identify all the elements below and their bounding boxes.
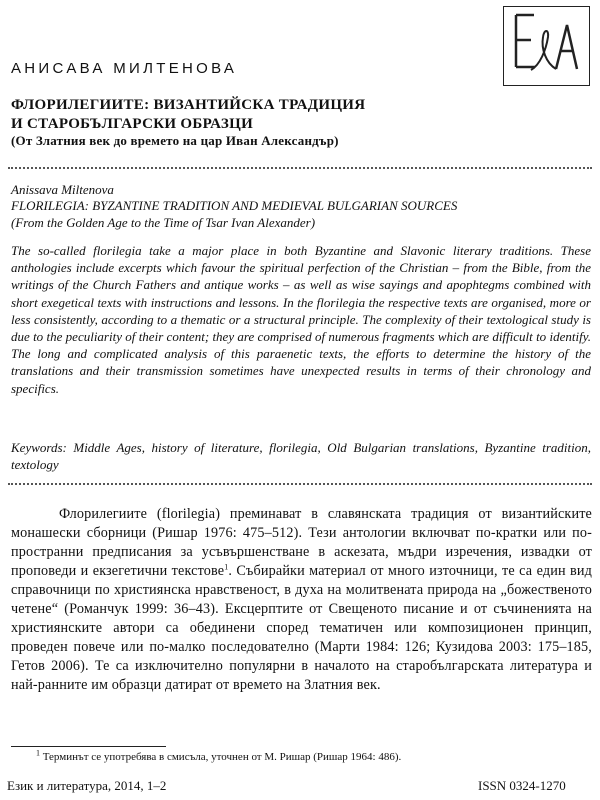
- english-title: FLORILEGIA: BYZANTINE TRADITION AND MEDIEVAL BULGARIAN SOURCES: [11, 198, 458, 213]
- footnote-separator: [11, 746, 166, 747]
- article-title-line-1: ФЛОРИЛЕГИИТЕ: ВИЗАНТИЙСКА ТРАДИЦИЯ: [11, 97, 366, 113]
- body-text-part-1: Флорилегиите (florilegia) преминават в славянската традиция от византийските монашески сборници (Ришар 1976: 475–512). Тези антологии включват по-кратки или по-пространни предписания за усъвършенстване в аскезата, мъдри изречения, извадки от проповеди и екзегетични текстове: [11, 506, 592, 579]
- journal-logo: [503, 6, 590, 86]
- footer-issn: ISSN 0324-1270: [478, 778, 566, 793]
- article-subtitle: (От Златния век до времето на цар Иван Александър): [11, 133, 339, 148]
- body-paragraph: [11, 505, 592, 695]
- svg-text:ЕА: ЕА: [507, 78, 511, 82]
- article-title: [11, 96, 571, 134]
- english-subtitle: (From the Golden Age to the Time of Tsar Ivan Alexander): [11, 215, 316, 230]
- footnote-text: Терминът се употребява в смисъла, уточнен от М. Ришар (Ришар 1964: 486).: [40, 751, 402, 763]
- mid-divider: [8, 483, 592, 485]
- body-text-part-2: . Събирайки материал от много източници, те са един вид справочници по християнска нравственост, в духа на молитвената природа на „божественото четене“ (Романчук 1999: 36–43). Ексцерптите от Свещеното писание и от съчиненията на християнските автори са обединени според тематичен или композиционен принцип, проведен повече или по-малко последователно (Марти 1984: 126; Кузидова 2003: 175–185, Гетов 2006). Те са изключително популярни в началото на старобългарската литература и най-ранните им образци датират от времето на Златния век.: [11, 563, 592, 693]
- journal-logo-mark: [504, 7, 588, 84]
- top-divider: [8, 167, 592, 169]
- footnote-mark: 1: [36, 748, 40, 758]
- author-name: АНИСАВА МИЛТЕНОВА: [11, 60, 238, 77]
- footnote: [36, 750, 591, 764]
- footer-journal: Език и литература, 2014, 1–2: [7, 778, 167, 793]
- english-author: Anissava Miltenova: [11, 182, 114, 197]
- footnote-reference[interactable]: 1: [224, 562, 229, 572]
- article-title-line-2: И СТАРОБЪЛГАРСКИ ОБРАЗЦИ: [11, 116, 254, 132]
- keywords: Keywords: Middle Ages, history of literature, florilegia, Old Bulgarian translations, Byzantine tradition, textology: [11, 440, 591, 473]
- english-abstract: The so-called florilegia take a major place in both Byzantine and Slavonic literary traditions. These anthologies include excerpts which favour the spiritual perfection of the Christian – from the Bible, from the writings of the Church Fathers and antique works – as well as wise sayings and apophtegms combined with short exegetical texts with instructions and lessons. In the florilegia the respective texts are organised, more or less consistently, according to a thematic or a structural principle. The complexity of their textological study is due to the peculiarity of their content; they are comprised of numerous fragments which are difficult to identify. The long and complicated analysis of this paraenetic texts, the efforts to determine the history of the translations and their transmission sometimes have unexpected results in terms of their chronology and specifics.: [11, 243, 591, 396]
